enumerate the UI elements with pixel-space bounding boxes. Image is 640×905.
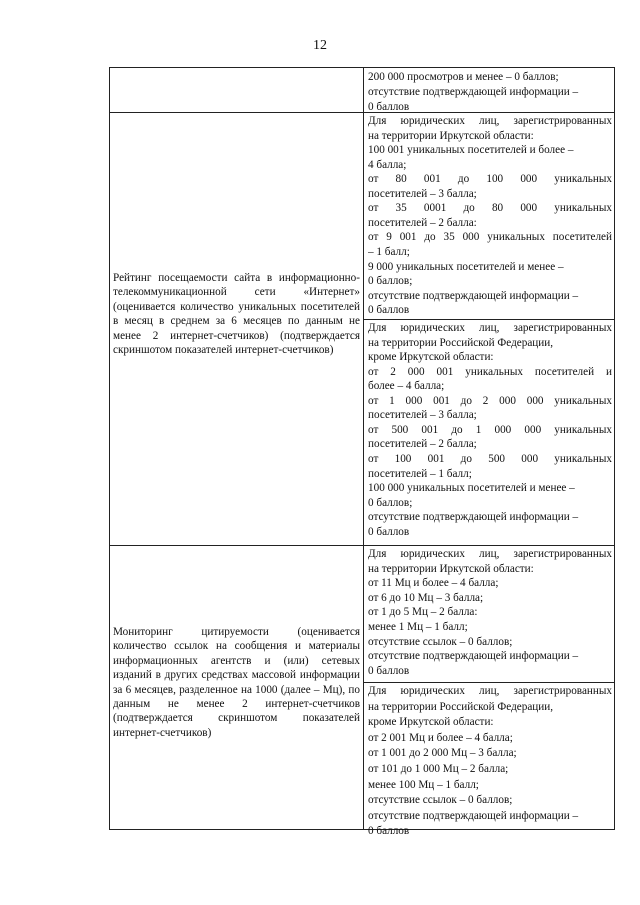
score-line: от 35 0001 до 80 000 уникальных — [368, 202, 612, 215]
score-line: – 1 балл; — [368, 245, 410, 258]
score-line: посетителей – 2 балла: — [368, 216, 477, 229]
subrow-separator-1 — [363, 319, 615, 320]
score-line: от 2 001 Мц и более – 4 балла; — [368, 731, 513, 744]
score-line: 4 балла; — [368, 158, 407, 171]
score-line: менее 100 Мц – 1 балл; — [368, 778, 479, 791]
score-line: от 9 001 до 35 000 уникальных посетителей — [368, 231, 612, 244]
score-line: отсутствие подтверждающей информации – — [368, 809, 579, 822]
score-line: 100 001 уникальных посетителей и более – — [368, 144, 574, 157]
score-line: на территории Иркутской области: — [368, 562, 534, 575]
score-line: от 500 001 до 1 000 000 уникальных — [368, 423, 612, 436]
subrow-separator-2 — [363, 682, 615, 683]
table-border-left — [109, 67, 110, 830]
score-line: отсутствие ссылок – 0 баллов; — [368, 635, 513, 648]
table-border-top — [109, 67, 615, 68]
score-line: от 1 до 5 Мц – 2 балла: — [368, 606, 478, 619]
score-line: Для юридических лиц, зарегистрированных — [368, 548, 612, 560]
score-line: отсутствие подтверждающей информации – — [368, 86, 579, 99]
page-number: 12 — [313, 38, 327, 53]
criterion-citation-monitoring: Мониторинг цитируемости (оценивается количество ссылок на сообщения и материалы информационных агентств и (или) сетевых изданий в других средствах массовой информации за 6 месяцев, разделенное на 1000 (далее – Мц), по данным не менее 2 интернет-счетчиков (подтверждается скриншотом показателей интернет-счетчиков) — [113, 626, 360, 739]
score-line: от 100 001 до 500 000 уникальных — [368, 452, 612, 465]
score-line: 0 баллов — [368, 304, 410, 317]
score-line: Для юридических лиц, зарегистрированных — [368, 685, 612, 697]
score-line: кроме Иркутской области: — [368, 716, 494, 729]
score-line: 200 000 просмотров и менее – 0 баллов; — [368, 71, 559, 83]
score-line: 9 000 уникальных посетителей и менее – — [368, 260, 564, 273]
table-border-middle — [363, 67, 364, 830]
score-line: менее 1 Мц – 1 балл; — [368, 621, 468, 633]
score-line: 0 баллов — [368, 101, 410, 114]
score-line: отсутствие подтверждающей информации – — [368, 511, 579, 524]
row-separator-2 — [109, 545, 615, 546]
score-line: от 1 000 001 до 2 000 000 уникальных — [368, 394, 612, 407]
score-line: кроме Иркутской области: — [368, 351, 494, 364]
score-line: отсутствие подтверждающей информации – — [368, 650, 579, 663]
score-line: посетителей – 3 балла; — [368, 187, 477, 200]
score-line: от 6 до 10 Мц – 3 балла; — [368, 591, 484, 604]
score-line: от 11 Мц и более – 4 балла; — [368, 577, 499, 590]
score-line: посетителей – 3 балла; — [368, 409, 477, 422]
score-line: отсутствие подтверждающей информации – — [368, 289, 579, 302]
score-line: 0 баллов; — [368, 496, 413, 509]
score-line: от 2 000 001 уникальных посетителей и — [368, 365, 612, 378]
score-line: 0 баллов — [368, 825, 410, 838]
score-line: от 1 001 до 2 000 Мц – 3 балла; — [368, 747, 517, 760]
criterion-site-rating: Рейтинг посещаемости сайта в информационно-телекоммуникационной сети «Интернет» (оценивается количество уникальных посетителей в месяц в среднем за 6 месяцев по данным не менее 2 интернет-счетчиков) (подтверждается скриншотом показателей интернет-счетчиков) — [113, 272, 360, 357]
score-line: Для юридических лиц, зарегистрированных — [368, 115, 612, 127]
score-line: 0 баллов — [368, 664, 410, 677]
score-line: 0 баллов — [368, 525, 410, 538]
score-line: от 80 001 до 100 000 уникальных — [368, 173, 612, 186]
table-border-right — [614, 67, 615, 830]
score-line: на территории Иркутской области: — [368, 129, 534, 142]
score-line: 0 баллов; — [368, 275, 413, 288]
score-line: отсутствие ссылок – 0 баллов; — [368, 794, 513, 807]
score-line: на территории Российской Федерации, — [368, 700, 554, 713]
score-line: от 101 до 1 000 Мц – 2 балла; — [368, 763, 509, 775]
score-line: на территории Российской Федерации, — [368, 336, 554, 349]
score-line: посетителей – 2 балла; — [368, 438, 477, 451]
score-line: посетителей – 1 балл; — [368, 467, 472, 480]
score-line: 100 000 уникальных посетителей и менее – — [368, 482, 575, 495]
score-line: более – 4 балла; — [368, 380, 445, 393]
score-line: Для юридических лиц, зарегистрированных — [368, 322, 612, 334]
